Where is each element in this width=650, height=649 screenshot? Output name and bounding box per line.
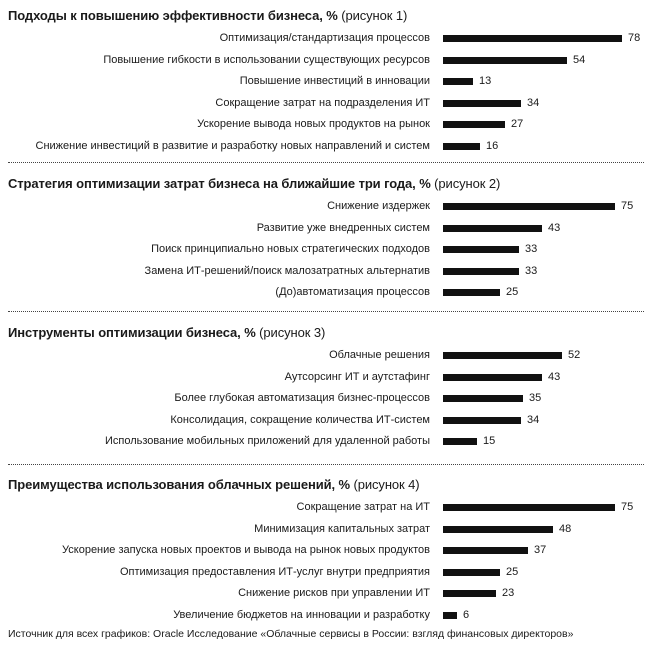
category-label: Сокращение затрат на ИТ [296,501,430,513]
section-divider [8,464,644,465]
bar [443,121,505,128]
data-label: 43 [548,221,561,234]
chart-title-bold: Преимущества использования облачных решений, % [8,477,350,492]
chart-title [8,325,325,340]
bar-row [0,285,650,299]
data-label: 54 [573,53,586,66]
bar-row [0,543,650,557]
bar [443,203,615,210]
data-label: 13 [479,75,492,87]
category-label: Повышение гибкости в использовании существующих ресурсов [103,53,430,66]
bar [443,526,553,533]
data-label: 75 [621,501,634,513]
category-label: Снижение издержек [327,200,430,212]
category-label: Замена ИТ-решений/поиск малозатратных альтернатив [144,264,430,277]
data-label: 6 [463,608,470,621]
bar [443,268,519,275]
chart-title-figure-ref: (рисунок 3) [255,325,326,340]
bar-row [0,565,650,579]
bar-row [0,242,650,256]
bar [443,352,562,359]
bar-row [0,348,650,362]
chart-title-figure-ref: (рисунок 1) [337,8,408,23]
chart-title [8,8,407,23]
data-label: 25 [506,286,519,298]
bar [443,143,480,150]
bar [443,569,500,576]
category-label: Облачные решения [329,349,430,361]
bar-row [0,199,650,213]
data-label: 33 [525,243,538,255]
bar [443,395,523,402]
bar [443,246,519,253]
chart-title-bold: Инструменты оптимизации бизнеса, % [8,325,256,340]
category-label: Развитие уже внедренных систем [256,221,430,234]
bar [443,225,542,232]
data-label: 78 [628,32,641,44]
category-label: Повышение инвестиций в инновации [239,75,430,87]
category-label: Минимизация капитальных затрат [254,522,430,535]
bar-row [0,608,650,622]
data-label: 33 [525,264,538,277]
chart-title-bold: Стратегия оптимизации затрат бизнеса на ближайшие три года, % [8,176,431,191]
section-divider [8,162,644,163]
data-label: 15 [483,435,496,447]
category-label: Ускорение вывода новых продуктов на рынок [197,118,430,130]
category-label: Снижение инвестиций в развитие и разработку новых направлений и систем [35,139,430,152]
data-label: 34 [527,96,540,109]
chart-title [8,176,500,191]
bar [443,504,615,511]
bar-row [0,53,650,67]
bar [443,289,500,296]
category-label: Более глубокая автоматизация бизнес-процессов [174,392,430,404]
bar [443,612,457,619]
data-label: 48 [559,522,572,535]
bar-row [0,413,650,427]
bar [443,590,496,597]
category-label: Оптимизация предоставления ИТ-услуг внутри предприятия [119,565,430,578]
bar-row [0,117,650,131]
bar-row [0,434,650,448]
category-label: Использование мобильных приложений для удаленной работы [105,435,430,447]
category-label: Снижение рисков при управлении ИТ [238,587,430,599]
chart-title [8,477,420,492]
bar-row [0,74,650,88]
section-divider [8,311,644,312]
bar [443,100,521,107]
category-label: (До)автоматизация процессов [275,286,430,298]
category-label: Оптимизация/стандартизация процессов [219,32,430,44]
bar [443,57,567,64]
bar [443,35,622,42]
data-label: 25 [506,565,519,578]
data-label: 27 [511,118,524,130]
bar-row [0,370,650,384]
category-label: Увеличение бюджетов на инновации и разработку [173,608,430,621]
category-label: Сокращение затрат на подразделения ИТ [215,96,430,109]
bar-row [0,500,650,514]
source-note: Источник для всех графиков: Oracle Исследование «Облачные сервисы в России: взгляд финансовых директоров» [8,628,574,640]
bar-row [0,522,650,536]
data-label: 35 [529,392,542,404]
bar-row [0,31,650,45]
bar-row [0,96,650,110]
category-label: Ускорение запуска новых проектов и вывода на рынок новых продуктов [62,544,430,556]
category-label: Аутсорсинг ИТ и аутстафинг [284,370,430,383]
bar [443,417,521,424]
bar [443,78,473,85]
category-label: Консолидация, сокращение количества ИТ-систем [170,413,430,426]
data-label: 34 [527,413,540,426]
bar-row [0,391,650,405]
data-label: 37 [534,544,547,556]
data-label: 43 [548,370,561,383]
chart-title-figure-ref: (рисунок 2) [430,176,501,191]
data-label: 52 [568,349,581,361]
bar [443,374,542,381]
bar-row [0,586,650,600]
data-label: 23 [502,587,515,599]
bar-row [0,264,650,278]
data-label: 16 [486,139,499,152]
chart-title-bold: Подходы к повышению эффективности бизнеса, % [8,8,338,23]
data-label: 75 [621,200,634,212]
bar [443,438,477,445]
bar-row [0,221,650,235]
chart-title-figure-ref: (рисунок 4) [350,477,420,492]
category-label: Поиск принципиально новых стратегических подходов [151,243,430,255]
bar [443,547,528,554]
bar-row [0,139,650,153]
